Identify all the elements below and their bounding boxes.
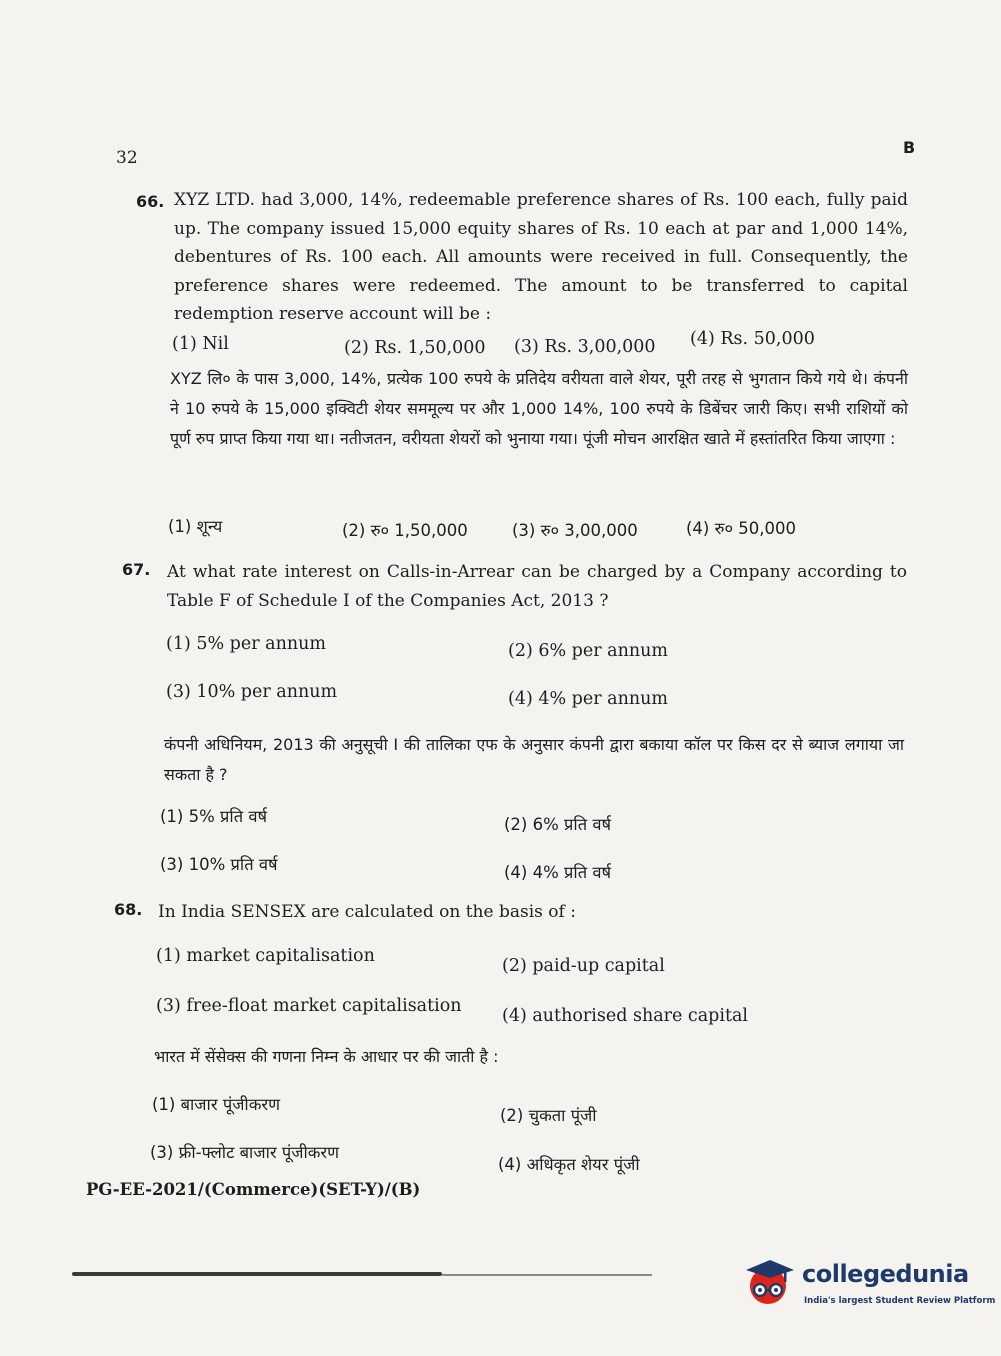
option-3-hi: (3) 10% प्रति वर्ष bbox=[160, 855, 278, 874]
page-number: 32 bbox=[116, 148, 138, 168]
bottom-rule-faint bbox=[442, 1274, 652, 1276]
brand-tagline: India's largest Student Review Platform bbox=[804, 1296, 996, 1306]
option-2-en: (2) Rs. 1,50,000 bbox=[344, 338, 486, 358]
question-number: 68. bbox=[114, 900, 143, 919]
option-4-en: (4) Rs. 50,000 bbox=[690, 329, 815, 349]
brand-name: collegedunia bbox=[802, 1260, 969, 1288]
option-3-en: (3) free-float market capitalisation bbox=[156, 996, 462, 1016]
set-letter: B bbox=[903, 138, 916, 157]
option-1-hi: (1) शून्य bbox=[168, 517, 223, 536]
option-3-hi: (3) रु० 3,00,000 bbox=[512, 521, 638, 540]
option-1-en: (1) market capitalisation bbox=[156, 946, 375, 966]
option-4-hi: (4) रु० 50,000 bbox=[686, 519, 797, 538]
bottom-rule bbox=[72, 1272, 442, 1276]
graduate-mascot-icon bbox=[740, 1254, 798, 1310]
option-1-hi: (1) 5% प्रति वर्ष bbox=[160, 807, 268, 826]
option-4-hi: (4) अधिकृत शेयर पूंजी bbox=[498, 1155, 640, 1174]
option-2-en: (2) 6% per annum bbox=[508, 641, 669, 661]
question-text-hi: कंपनी अधिनियम, 2013 की अनुसूची I की तालिका एफ के अनुसार कंपनी द्वारा बकाया कॉल पर किस दर से ब्याज लगाया जा सकता है ? bbox=[164, 735, 904, 784]
question-text-hi: XYZ लि० के पास 3,000, 14%, प्रत्येक 100 रुपये के प्रतिदेय वरीयता वाले शेयर, पूरी तरह से भुगतान किये गये थे। कंपनी ने 10 रुपये के 15,000 इक्विटी शेयर सममूल्य पर और 1,000 14%, 100 रुपये के डिबेंचर जारी किए। सभी राशियों को पूर्ण रुप प्राप्त किया गया था। नतीजतन, वरीयता शेयरों को भुनाया गया। पूंजी मोचन आरक्षित खाते में हस्तांतरित किया जाएगा : bbox=[170, 369, 908, 448]
option-2-hi: (2) 6% प्रति वर्ष bbox=[504, 815, 612, 834]
option-1-en: (1) Nil bbox=[172, 334, 229, 354]
option-1-hi: (1) बाजार पूंजीकरण bbox=[152, 1095, 281, 1114]
question-text-hi: भारत में सेंसेक्स की गणना निम्न के आधार पर की जाती है : bbox=[154, 1047, 499, 1066]
option-3-en: (3) Rs. 3,00,000 bbox=[514, 337, 656, 357]
collegedunia-watermark bbox=[740, 1250, 996, 1320]
question-number: 67. bbox=[122, 560, 151, 579]
option-2-hi: (2) चुकता पूंजी bbox=[500, 1106, 597, 1125]
option-3-hi: (3) फ्री-फ्लोट बाजार पूंजीकरण bbox=[150, 1143, 340, 1162]
option-2-hi: (2) रु० 1,50,000 bbox=[342, 521, 468, 540]
question-text-en: At what rate interest on Calls-in-Arrear can be charged by a Company according to Table F of Schedule I of the Companies Act, 2013 ? bbox=[167, 562, 907, 611]
option-4-hi: (4) 4% प्रति वर्ष bbox=[504, 863, 612, 882]
option-4-en: (4) 4% per annum bbox=[508, 689, 669, 709]
question-number: 66. bbox=[136, 192, 165, 211]
option-2-en: (2) paid-up capital bbox=[502, 956, 665, 976]
option-1-en: (1) 5% per annum bbox=[166, 634, 327, 654]
question-text-en: XYZ LTD. had 3,000, 14%, redeemable preference shares of Rs. 100 each, fully paid up. The company issued 15,000 equity shares of Rs. 10 each at par and 1,000 14%, debentures of Rs. 100 each. All amounts were received in full. Consequently, the preference shares were redeemed. The amount to be transferred to capital redemption reserve account will be : bbox=[174, 190, 908, 324]
question-text-en: In India SENSEX are calculated on the basis of : bbox=[158, 902, 576, 922]
option-3-en: (3) 10% per annum bbox=[166, 682, 338, 702]
option-4-en: (4) authorised share capital bbox=[502, 1006, 749, 1026]
exam-code-footer: PG-EE-2021/(Commerce)(SET-Y)/(B) bbox=[86, 1180, 421, 1199]
